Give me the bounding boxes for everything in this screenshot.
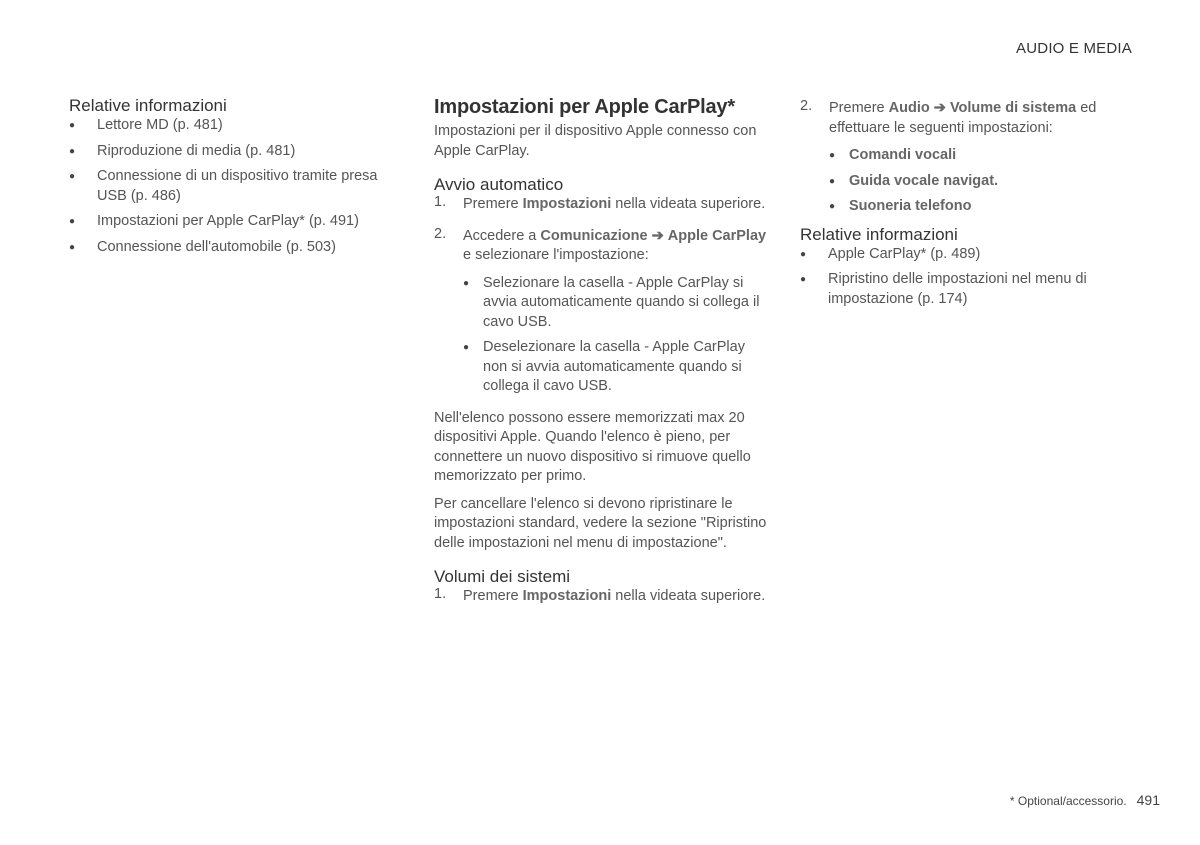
option-item: ● Comandi vocali bbox=[829, 146, 1130, 166]
option-item: ● Guida vocale navigat. bbox=[829, 172, 1130, 192]
related-info-heading: Relative informazioni bbox=[69, 96, 227, 115]
step-text: Premere bbox=[463, 196, 523, 212]
menu-term: Volume di sistema bbox=[949, 100, 1077, 116]
step-item bbox=[434, 227, 768, 266]
list-item: ● Ripristino delle impostazioni nel menu di impostazione (p. 174) bbox=[800, 270, 1130, 309]
step-number: 1. bbox=[434, 194, 447, 210]
step-number: 2. bbox=[434, 225, 447, 242]
step-item bbox=[434, 587, 768, 607]
step-text: ed effettuare le seguenti impostazioni: bbox=[829, 100, 1097, 136]
arrow-right-icon: ➔ bbox=[933, 100, 946, 116]
list-item: ● Connessione dell'automobile (p. 503) bbox=[69, 238, 399, 258]
arrow-right-icon: ➔ bbox=[651, 227, 664, 244]
step-text: nella videata superiore. bbox=[611, 588, 766, 604]
menu-term: Apple CarPlay bbox=[667, 227, 767, 244]
page-number: 491 bbox=[1136, 792, 1160, 808]
step-text: nella videata superiore. bbox=[611, 196, 766, 212]
column-left bbox=[69, 96, 399, 263]
menu-term: Audio bbox=[888, 100, 930, 116]
volume-options bbox=[829, 146, 1130, 217]
step-text: Premere bbox=[829, 100, 889, 116]
column-right bbox=[800, 99, 1130, 315]
step-text: Premere bbox=[463, 588, 523, 604]
step-item bbox=[434, 195, 768, 215]
menu-term: Impostazioni bbox=[522, 588, 612, 604]
option-item: ● Selezionare la casella - Apple CarPlay si avvia automaticamente quando si collega il cavo USB. bbox=[463, 274, 768, 333]
running-header: AUDIO E MEDIA bbox=[1016, 40, 1132, 57]
paragraph: Nell'elenco possono essere memorizzati max 20 dispositivi Apple. Quando l'elenco è pieno, per connettere un nuovo dispositivo si rimuove quello memorizzato per primo. bbox=[434, 409, 751, 484]
option-item: ● Deselezionare la casella - Apple CarPlay non si avvia automaticamente quando si collega il cavo USB. bbox=[463, 338, 768, 397]
list-item: ● Lettore MD (p. 481) bbox=[69, 116, 399, 136]
footnote: * Optional/accessorio. bbox=[1009, 794, 1127, 808]
step-text: Accedere a bbox=[463, 227, 541, 244]
intro-paragraph: Impostazioni per il dispositivo Apple connesso con Apple CarPlay. bbox=[434, 123, 757, 159]
page-footer bbox=[1010, 792, 1160, 808]
paragraph: Per cancellare l'elenco si devono ripristinare le impostazioni standard, vedere la sezione "Ripristino delle impostazioni nel menu di impostazione". bbox=[434, 495, 767, 551]
volumi-heading: Volumi dei sistemi bbox=[434, 567, 571, 586]
avvio-steps bbox=[434, 195, 768, 266]
section-title: Impostazioni per Apple CarPlay* bbox=[434, 96, 735, 118]
avvio-options bbox=[463, 274, 768, 397]
step-number: 1. bbox=[434, 586, 447, 602]
column-middle bbox=[434, 96, 768, 613]
list-item: ● Connessione di un dispositivo tramite presa USB (p. 486) bbox=[69, 167, 399, 206]
related-info-heading: Relative informazioni bbox=[800, 224, 958, 244]
list-item: ● Impostazioni per Apple CarPlay* (p. 491) bbox=[69, 212, 399, 232]
volumi-steps-continued bbox=[800, 99, 1130, 138]
avvio-heading: Avvio automatico bbox=[434, 175, 564, 194]
related-info-list bbox=[800, 245, 1130, 310]
related-info-list bbox=[69, 116, 399, 257]
step-item bbox=[800, 99, 1130, 138]
volumi-steps bbox=[434, 587, 768, 607]
menu-term: Impostazioni bbox=[522, 196, 612, 212]
option-item: ● Suoneria telefono bbox=[829, 197, 1130, 217]
list-item: ● Apple CarPlay* (p. 489) bbox=[800, 245, 1130, 265]
step-text: e selezionare l'impostazione: bbox=[463, 247, 649, 263]
step-number: 2. bbox=[800, 98, 813, 114]
menu-term: Comunicazione bbox=[540, 227, 648, 244]
list-item: ● Riproduzione di media (p. 481) bbox=[69, 142, 399, 162]
